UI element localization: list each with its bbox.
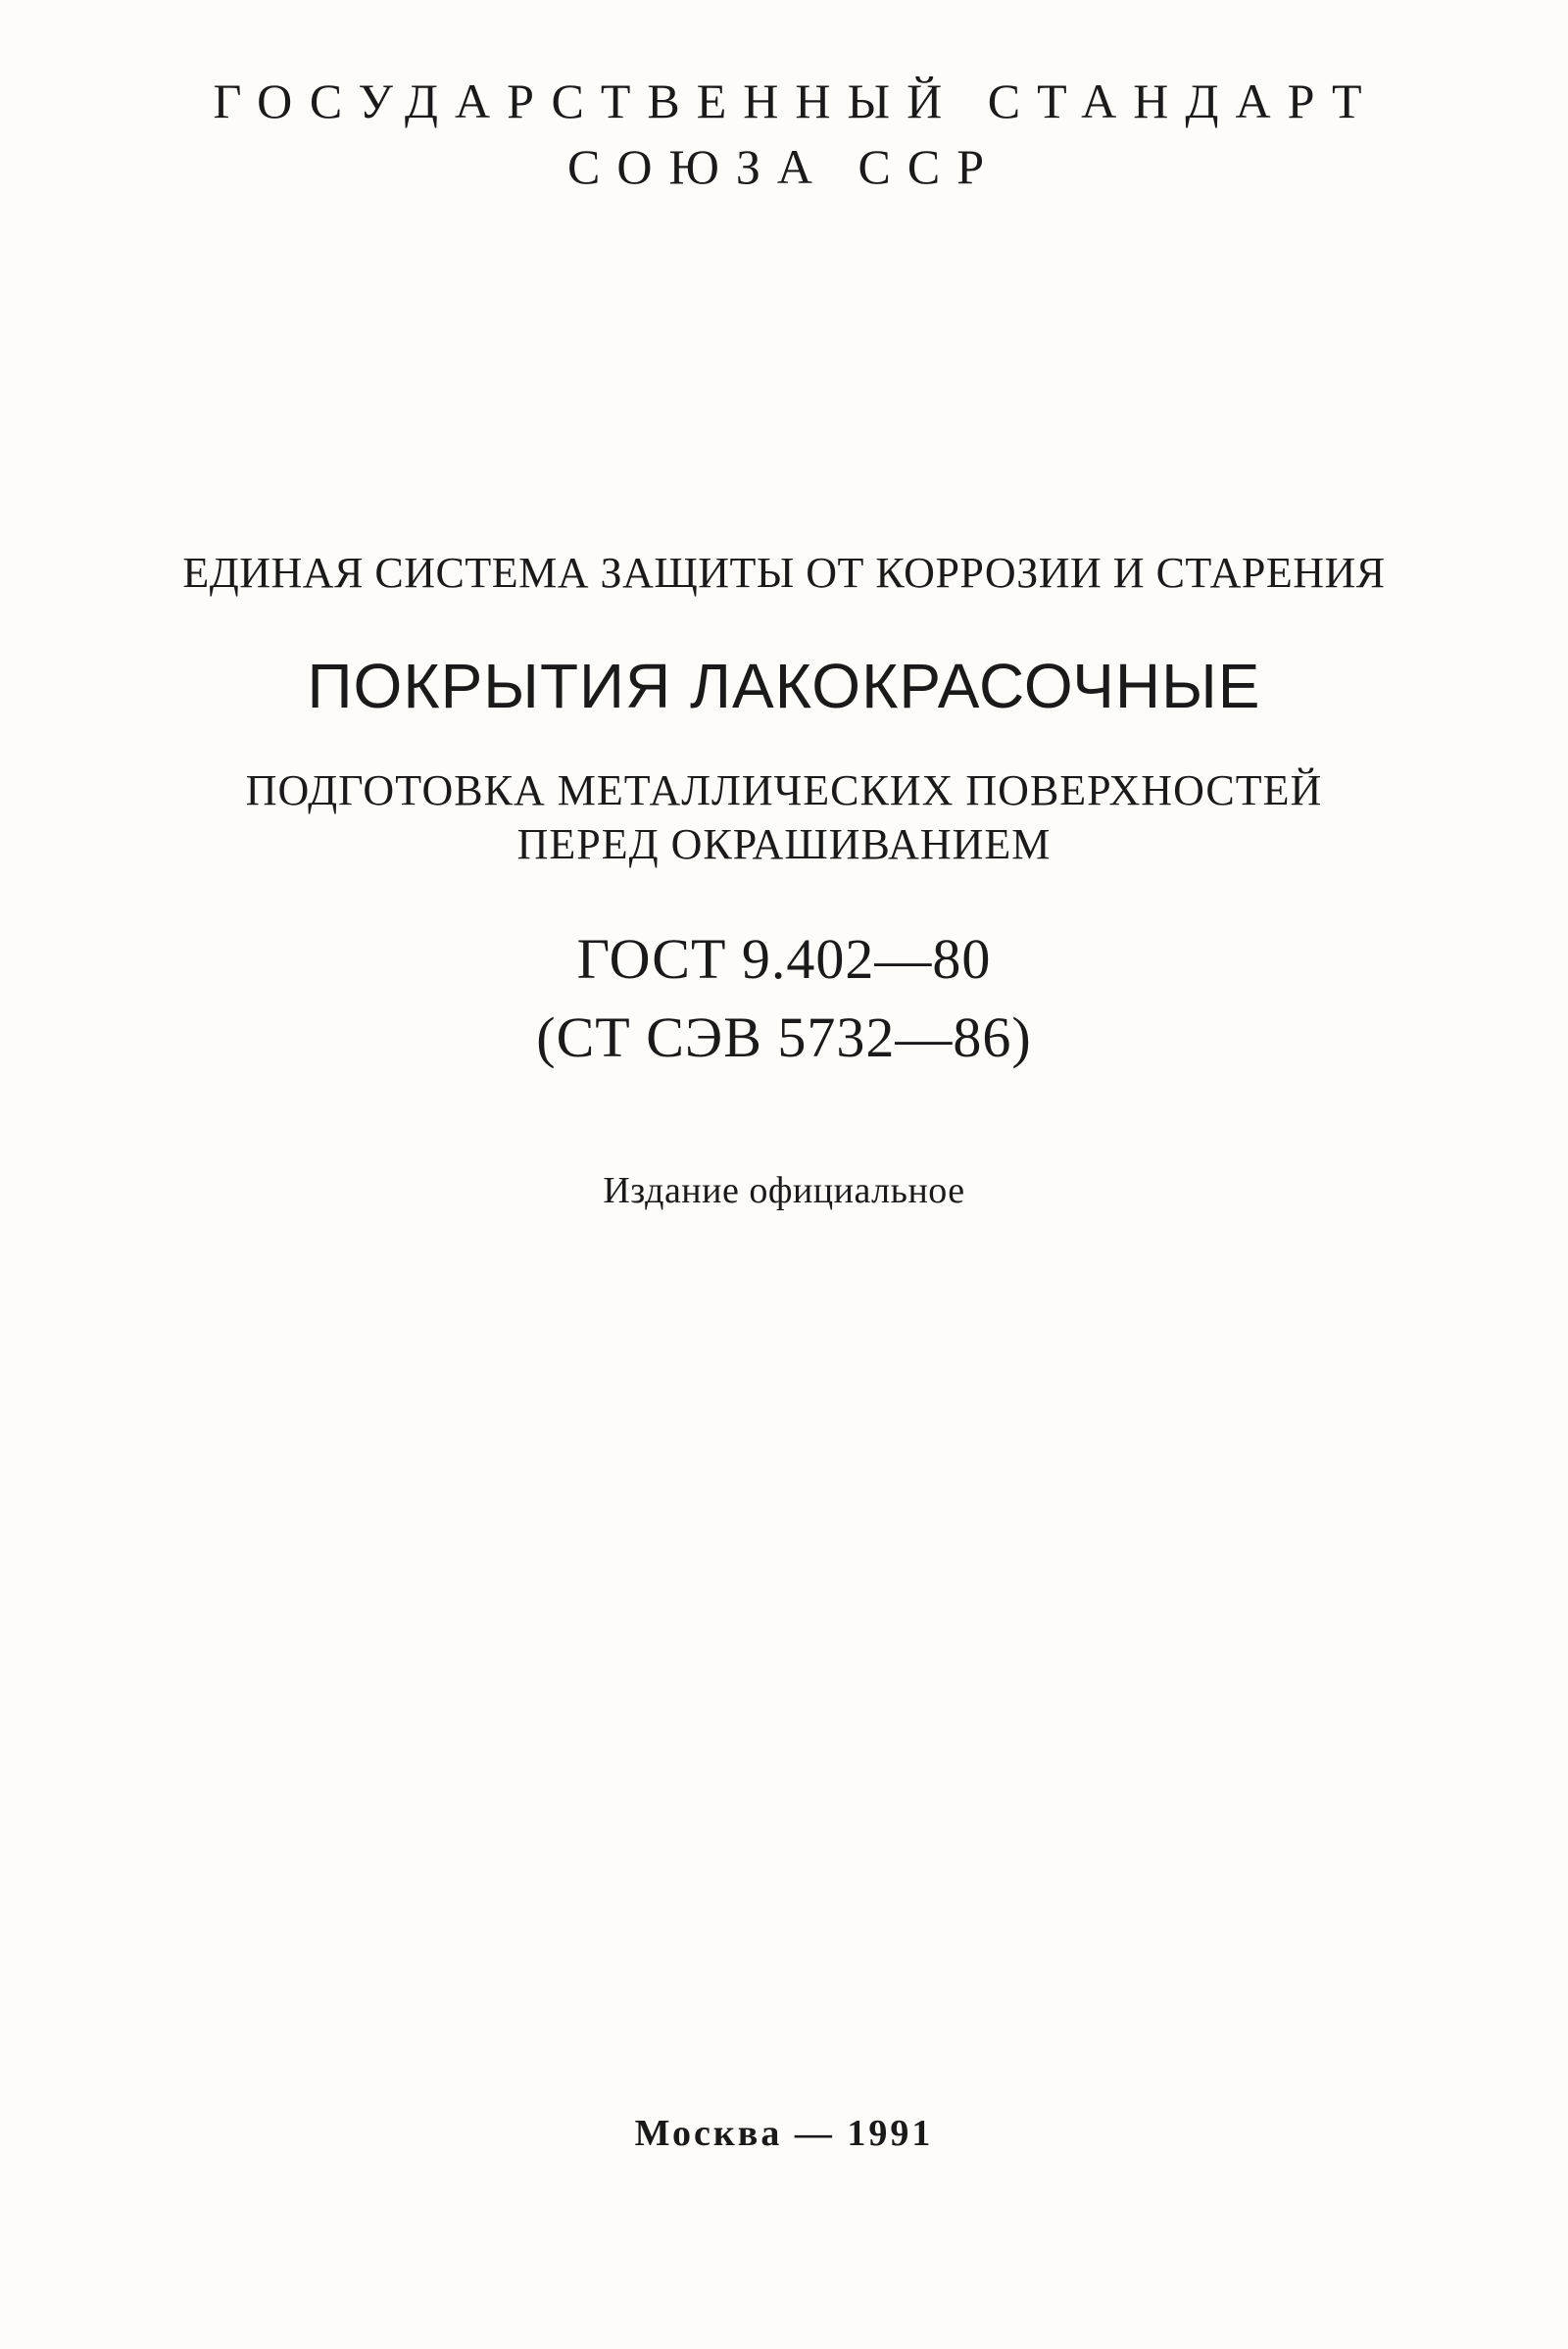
- sev-number: (СТ СЭВ 5732—86): [536, 1005, 1032, 1069]
- series-title: ЕДИНАЯ СИСТЕМА ЗАЩИТЫ ОТ КОРРОЗИИ И СТАРЕНИЯ: [182, 549, 1386, 597]
- subtitle-line-2: ПЕРЕД ОКРАШИВАНИЕМ: [516, 820, 1052, 868]
- publication-place-year: Москва — 1991: [634, 2113, 934, 2154]
- header-line-2: СОЮЗА ССР: [566, 139, 1001, 194]
- header-line-1: ГОСУДАРСТВЕННЫЙ СТАНДАРТ: [213, 73, 1379, 128]
- subtitle-line-1: ПОДГОТОВКА МЕТАЛЛИЧЕСКИХ ПОВЕРХНОСТЕЙ: [245, 766, 1323, 814]
- gost-number: ГОСТ 9.402—80: [576, 927, 992, 991]
- main-title: ПОКРЫТИЯ ЛАКОКРАСОЧНЫЕ: [307, 651, 1261, 721]
- edition-label: Издание официальное: [603, 1170, 965, 1211]
